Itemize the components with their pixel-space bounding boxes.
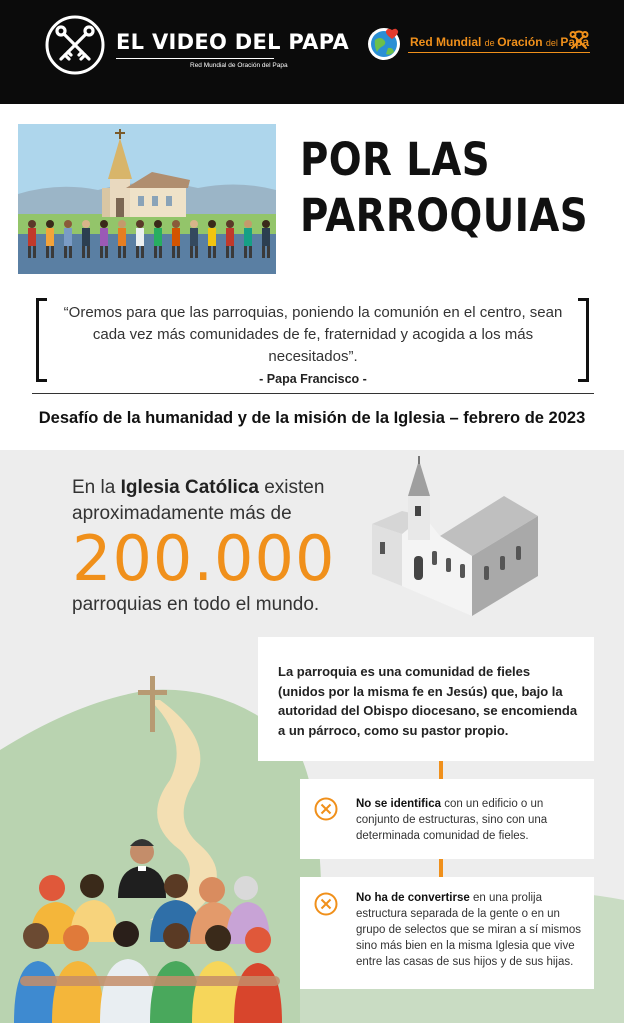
header-bar: [0, 0, 624, 104]
point-text-2: No ha de convertirse en una prolija estructura separada de la gente o en un grupo de selectos que se miran a sí mismos sino más bien en la misma Iglesia que vive entre las casas de sus hijos y de sus hijas.: [356, 892, 581, 968]
parish-count: 200.000: [72, 522, 336, 595]
x-circle-icon: [314, 892, 338, 916]
title-line-1: POR LAS: [300, 133, 491, 186]
brand-divider: [116, 58, 274, 59]
connector-line: [439, 761, 443, 779]
connector-line: [439, 859, 443, 877]
pope-quote: “Oremos para que las parroquias, poniendo la comunión en el centro, sean cada vez más comunidades de fe, fraternidad y acogida a los más necesitados”.: [63, 304, 563, 365]
point-text-1: No se identifica con un edificio o un conjunto de estructuras, sino con una determinada comunidad de fieles.: [356, 798, 548, 842]
network-divider: [408, 52, 590, 53]
definition-card: [258, 637, 594, 761]
brand-subtitle: Red Mundial de Oración del Papa: [190, 62, 288, 69]
crossed-keys-icon: [44, 14, 106, 76]
crossed-keys-icon: [568, 30, 590, 52]
definition-text: La parroquia es una comunidad de fieles (unidos por la misma fe en Jesús) que, bajo la autoridad del Obispo diocesano, se encomienda a un párroco, como su pastor propio.: [278, 664, 578, 738]
title-line-2: PARROQUIAS: [300, 189, 589, 242]
church-building-illustration: [372, 456, 538, 626]
point-card-2: [300, 877, 594, 989]
quote-author: - Papa Francisco -: [259, 372, 367, 386]
page-title: [300, 132, 588, 244]
globe-heart-icon: [366, 26, 402, 62]
quote-bracket-left: [36, 298, 47, 382]
x-circle-icon: [314, 797, 338, 821]
crowd-illustration: [0, 816, 300, 1023]
stat-intro: En la Iglesia Católica existen aproximadamente más de: [72, 477, 325, 524]
brand-title: EL VIDEO DEL PAPA: [116, 30, 350, 54]
stat-outro: parroquias en todo el mundo.: [72, 594, 320, 615]
network-name: Red Mundial de Oración del Papa: [410, 35, 590, 49]
church-community-illustration: [18, 124, 276, 274]
section-divider: [32, 393, 594, 394]
quote-bracket-right: [578, 298, 589, 382]
challenge-heading: Desafío de la humanidad y de la misión de la Iglesia – febrero de 2023: [38, 409, 586, 427]
point-card-1: [300, 779, 594, 859]
